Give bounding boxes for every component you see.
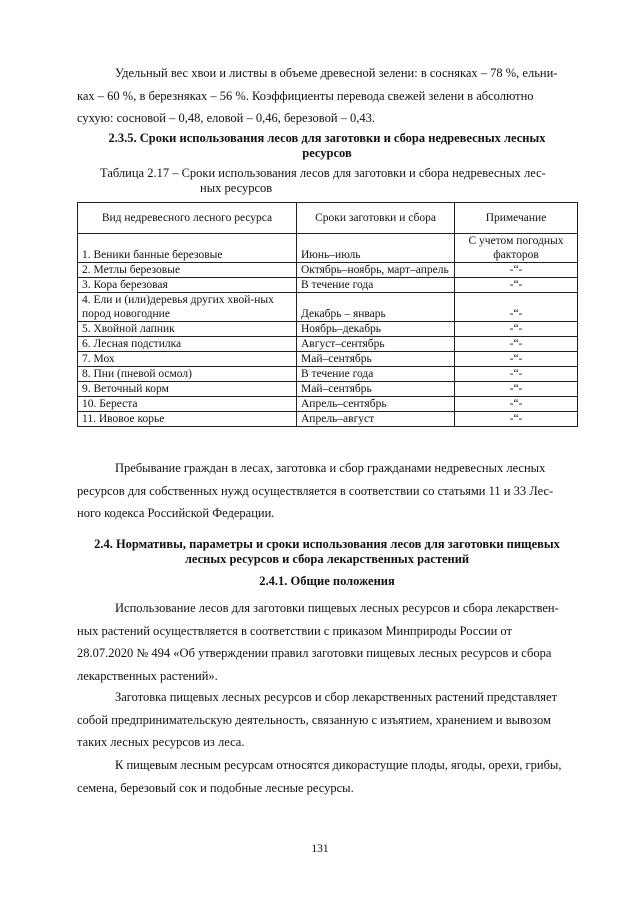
section-heading-2-4-line-2: лесных ресурсов и сбора лекарственных растений — [184, 552, 470, 566]
paragraph-3 — [77, 754, 577, 799]
sub-heading-2-4-1: 2.4.1. Общие положения — [259, 574, 395, 588]
table-row — [78, 278, 578, 293]
cell-term: В течение года — [297, 367, 455, 382]
cell-kind: 4. Ели и (или)деревья других хвой-ных пород новогодние — [78, 293, 297, 322]
section-heading-line-2: ресурсов — [302, 146, 352, 160]
cell-kind: 5. Хвойной лапник — [78, 322, 297, 337]
cell-kind: 11. Ивовое корье — [78, 412, 297, 427]
p1-line-2: ных растений осуществляется в соответствии с приказом Минприроды России от — [77, 623, 512, 638]
table-caption-line-1: Таблица 2.17 – Сроки использования лесов для заготовки и сбора недревесных лес- — [100, 166, 546, 180]
cell-term: Май–сентябрь — [297, 382, 455, 397]
cell-term: Ноябрь–декабрь — [297, 322, 455, 337]
p3-line-1: К пищевым лесным ресурсам относятся дикорастущие плоды, ягоды, орехи, грибы, — [115, 758, 562, 772]
cell-kind: 1. Веники банные березовые — [78, 234, 297, 263]
table-row — [78, 293, 578, 322]
table-row — [78, 397, 578, 412]
table-row — [78, 263, 578, 278]
section-heading-line-1: 2.3.5. Сроки использования лесов для заготовки и сбора недревесных лесных — [108, 131, 546, 145]
cell-note: -“- — [455, 293, 578, 322]
section-heading-2-3-5 — [77, 131, 577, 161]
cell-term: Октябрь–ноябрь, март–апрель — [297, 263, 455, 278]
cell-kind: 3. Кора березовая — [78, 278, 297, 293]
section-heading-2-4-line-1: 2.4. Нормативы, параметры и сроки использования лесов для заготовки пищевых — [94, 537, 560, 551]
cell-note: -“- — [455, 278, 578, 293]
p3-line-2: семена, березовый сок и подобные лесные ресурсы. — [77, 780, 354, 795]
table-row — [78, 352, 578, 367]
table-caption-line-2: ных ресурсов — [200, 181, 273, 195]
table-row — [78, 382, 578, 397]
cell-note: -“- — [455, 367, 578, 382]
cell-note: -“- — [455, 337, 578, 352]
p1-line-4: лекарственных растений». — [77, 668, 218, 683]
after-table-line-2: ресурсов для собственных нужд осуществляется в соответствии со статьями 11 и 33 Лес- — [77, 483, 554, 498]
section-heading-2-4 — [77, 537, 577, 567]
cell-term: Август–сентябрь — [297, 337, 455, 352]
intro-paragraph — [77, 62, 577, 130]
table-row — [78, 337, 578, 352]
page-number: 131 — [311, 843, 329, 855]
p2-line-2: собой предпринимательскую деятельность, связанную с изъятием, хранением и вывозом — [77, 712, 551, 727]
cell-note: -“- — [455, 263, 578, 278]
p1-line-3: 28.07.2020 № 494 «Об утверждении правил заготовки пищевых лесных ресурсов и сбора — [77, 646, 552, 660]
table-header-row — [78, 203, 578, 234]
cell-term: В течение года — [297, 278, 455, 293]
cell-kind: 10. Береста — [78, 397, 297, 412]
after-table-paragraph — [77, 457, 577, 525]
p2-line-1: Заготовка пищевых лесных ресурсов и сбор лекарственных растений представляет — [115, 690, 558, 704]
non-timber-resources-table — [77, 202, 578, 427]
col-header-term: Сроки заготовки и сбора — [297, 203, 455, 234]
cell-term: Апрель–сентябрь — [297, 397, 455, 412]
cell-term: Июнь–июль — [297, 234, 455, 263]
col-header-note: Примечание — [455, 203, 578, 234]
cell-term: Апрель–август — [297, 412, 455, 427]
intro-line-2: ках – 60 %, в березняках – 56 %. Коэффициенты перевода свежей зелени в абсолютно — [77, 88, 534, 103]
table-row — [78, 322, 578, 337]
table-row — [78, 234, 578, 263]
cell-note: -“- — [455, 322, 578, 337]
p2-line-3: таких лесных ресурсов из леса. — [77, 735, 245, 749]
paragraph-1 — [77, 597, 577, 687]
cell-kind: 8. Пни (пневой осмол) — [78, 367, 297, 382]
cell-note: -“- — [455, 382, 578, 397]
after-table-line-3: ного кодекса Российской Федерации. — [77, 506, 275, 520]
cell-kind: 2. Метлы березовые — [78, 263, 297, 278]
table-row — [78, 367, 578, 382]
table-row — [78, 412, 578, 427]
cell-kind: 9. Веточный корм — [78, 382, 297, 397]
p1-line-1: Использование лесов для заготовки пищевых лесных ресурсов и сбора лекарствен- — [115, 601, 559, 615]
cell-note: С учетом погодных факторов — [455, 234, 578, 263]
cell-term: Декабрь – январь — [297, 293, 455, 322]
paragraph-2 — [77, 686, 577, 754]
cell-term: Май–сентябрь — [297, 352, 455, 367]
after-table-line-1: Пребывание граждан в лесах, заготовка и сбор гражданами недревесных лесных — [115, 461, 546, 475]
col-header-kind: Вид недревесного лесного ресурса — [78, 203, 297, 234]
cell-note: -“- — [455, 397, 578, 412]
intro-line-1: Удельный вес хвои и листвы в объеме древесной зелени: в сосняках – 78 %, ельни- — [115, 66, 558, 80]
intro-line-3: сухую: сосновой – 0,48, еловой – 0,46, березовой – 0,43. — [77, 111, 376, 125]
cell-note: -“- — [455, 352, 578, 367]
table-caption — [100, 166, 580, 196]
cell-kind: 7. Мох — [78, 352, 297, 367]
cell-kind: 6. Лесная подстилка — [78, 337, 297, 352]
cell-note: -“- — [455, 412, 578, 427]
